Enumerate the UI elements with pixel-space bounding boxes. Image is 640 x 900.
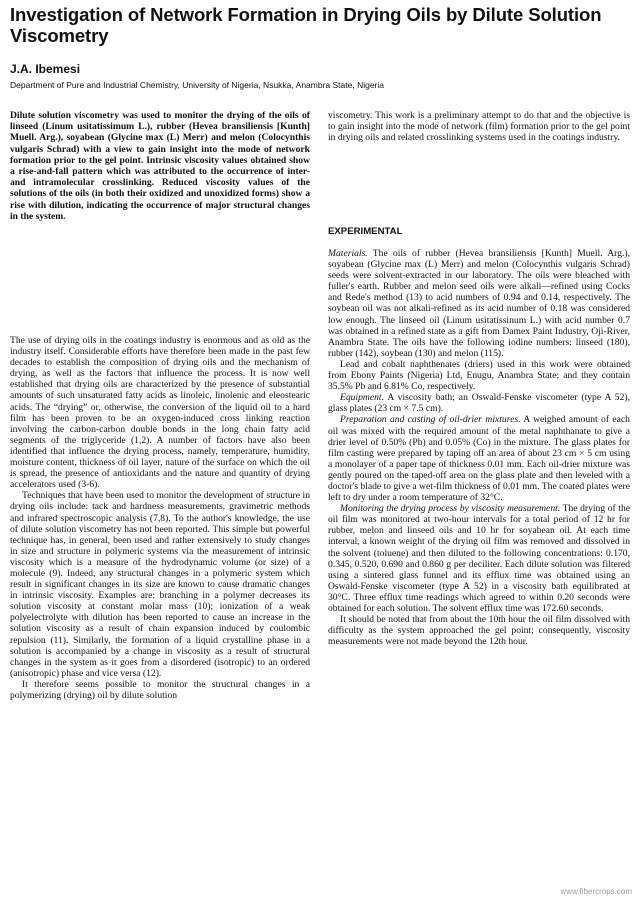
monitoring-text: The drying of the oil film was monitored at two-hour intervals for a total period of 12 hr for rubber, melon and linseed oils and 10 hr for soyabean oil. At each time interval, a known weight of the drying oil film was removed and dissolved in the solvent (toluene) and then diluted to the following concentrations: 0.170, 0.345, 0.520, 0.690 and 0.860 g per deciliter. Each dilute solution was filtered using a sintered glass funnel and its efflux time was obtained using an Oswald-Fenske viscometer (type A 52) in a viscosity bath equilibrated at 30°C. Three efflux time readings which agreed to within 0.20 seconds were obtained for each solution. The solvent efflux time was 172.60 seconds. <box>328 503 630 614</box>
intro-continued-text: viscometry. This work is a preliminary attempt to do that and the objective is to gain insight into the mode of network (film) formation prior to the gel point in drying oils and related crosslinking systems used in the coatings industry. <box>328 110 630 144</box>
abstract-text: Dilute solution viscometry was used to monitor the drying of the oils of linseed (Linum usitatissimum L.), rubber (Hevea bransiliensis [Kunth] Muell. Arg.), soyabean (Glycine max (L) Merr) and melon (Colocynthis vulgaris Schrad) with a view to gain insight into the mode of network formation prior to the gel point. Intrinsic viscosity values obtained show a rise-and-fall pattern which was attributed to the occurrence of inter- and intramolecular crosslinking. Reduced viscosity values of the solutions of the oils (in both their oxidized and unoxidized forms) show a rise with dilution, indicating the occurrence of major structural changes in the system. <box>10 110 310 222</box>
equipment-label: Equipment. <box>340 392 384 404</box>
materials-label: Materials. <box>328 248 368 259</box>
abstract <box>10 110 310 222</box>
introduction-continued <box>328 110 630 143</box>
intro-paragraph-3: It therefore seems possible to monitor the structural changes in a polymerizing (drying) oil by dilute solution <box>10 678 310 701</box>
driers-paragraph <box>328 359 630 392</box>
author-name: J.A. Ibemesi <box>10 62 81 76</box>
introduction <box>10 335 310 701</box>
note-paragraph <box>328 614 630 647</box>
materials-text: The oils of rubber (Hevea bransiliensis [Kunth] Muell. Arg.), soyabean (Glycine max (L) Merr) and melon (Colocynthis vulgaris Schrad) seeds were solvent-extracted in our laboratory. The oils were bleached with fuller's earth. Rubber and melon seed oils were alkali—refined using Cocks and Rede's method (13) to acid numbers of 0.94 and 0.14, respectively. The soybean oil was not alkali-refined as its acid number of 0.18 was considered low enough. The linseed oil (Linum usitatissinum L.) with acid number 0.7 was obtained in a refined state as a gift from Damex Paint Industry, Oji-River, Anambra State. The oils have the following iodine numbers: linseed (180), rubber (142), soybean (130) and melon (115). <box>328 248 630 359</box>
author-affiliation: Department of Pure and Industrial Chemistry, University of Nigeria, Nsukka, Anambra State, Nigeria <box>10 80 384 90</box>
preparation-label: Preparation and casting of oil-drier mixtures. <box>340 414 521 426</box>
paper-title: Investigation of Network Formation in Drying Oils by Dilute Solution Viscometry <box>10 4 602 46</box>
equipment-text: A viscosity bath; an Oswald-Fenske viscometer (type A 52), glass plates (23 cm × 7.5 cm). <box>328 392 630 415</box>
monitoring-paragraph <box>328 503 630 614</box>
experimental-section <box>328 248 630 647</box>
equipment-paragraph <box>328 392 630 414</box>
driers-text: Lead and cobalt naphthenates (driers) used in this work were obtained from Ebony Paints (Nigeria) Ltd, Enugu, Anambra State; and they contain 35.5% Pb and 6.81% Co, respectively. <box>328 358 630 393</box>
materials-paragraph <box>328 248 630 359</box>
experimental-heading: EXPERIMENTAL <box>328 226 403 237</box>
watermark: www.fibercrops.com <box>560 887 632 896</box>
preparation-paragraph <box>328 414 630 503</box>
intro-paragraph-2: Techniques that have been used to monitor the development of structure in drying oils include: tack and hardness measurements, gravimetric methods and infrared spectroscopic analysis (7,8). To the author's knowledge, the use of dilute solution viscometry has not been reported. This simple but powerful technique has, in general, been used and rather extensively to study changes in size and structure in polymeric systems via the measurement of intrinsic viscosity which is a measure of the hydrodynamic volume (or size) of a molecule (9). Indeed, any structural changes in a polymeric system which result in significant changes in its size are known to cause dramatic changes in intrinsic viscosity. Examples are: branching in a polymer decreases its solution viscosity at constant molar mass (10); ionization of a weak polyelectrolyte with dilution has been reported to cause an increase in the solution viscosity as a result of chain expansion induced by coulombic repulsion (11). Similarly, the formation of a liquid crystalline phase in a solution is accompanied by a change in viscosity as a result of structural changes in the system as it goes from a disordered (isotropic) to an ordered (anisotropic) phase and vice versa (12). <box>10 490 310 679</box>
note-text: It should be noted that from about the 10th hour the oil film dissolved with difficulty as the system approached the gel point; consequently, viscosity measurements were not made beyond the 12th hour. <box>328 614 630 648</box>
preparation-text: A weighed amount of each oil was mixed with the required amount of the metal naphthanate to give a drier level of 0.50% (Pb) and 0.05% (Co) in the mixture. The glass plates for film casting were prepared by taping off an area of about 23 cm × 5 cm using a monolayer of a paper tape of thickness 0.01 mm. Each oil-drier mixture was gently poured on the taped-off area on the glass plate and then leveled with a doctor's blade to give a wet-film thickness of 0.01 mm. The coated plates were left to dry under a room temperature of 32°C. <box>328 414 630 504</box>
intro-paragraph-1: The use of drying oils in the coatings industry is enormous and as old as the industry itself. Considerable efforts have therefore been made in the past few decades to establish the composition of drying oils and the mechanism of drying, as well as the factors that influence the process. It is now well established that drying oils are characterized by the presence of substantial amounts of such unsaturated fatty acids as linoleic, linolenic and eleostearic acids. The “drying” or, otherwise, the conversion of the liquid oil to a hard film has been proven to be an oxygen-induced cross linking reaction involving the carbon-carbon double bonds in the long chain fatty acid segments of the triglyceride (1,2). A number of factors have also been identified that influence the drying process, namely, temperature, humidity, moisture content, thickness of oil layer, nature of the surface on which the oil is spread, the presence of antioxidants and the nature and quantity of drying accelerators used (3-6). <box>10 335 310 491</box>
monitoring-label: Monitoring the drying process by viscosity measurement. <box>340 503 561 515</box>
